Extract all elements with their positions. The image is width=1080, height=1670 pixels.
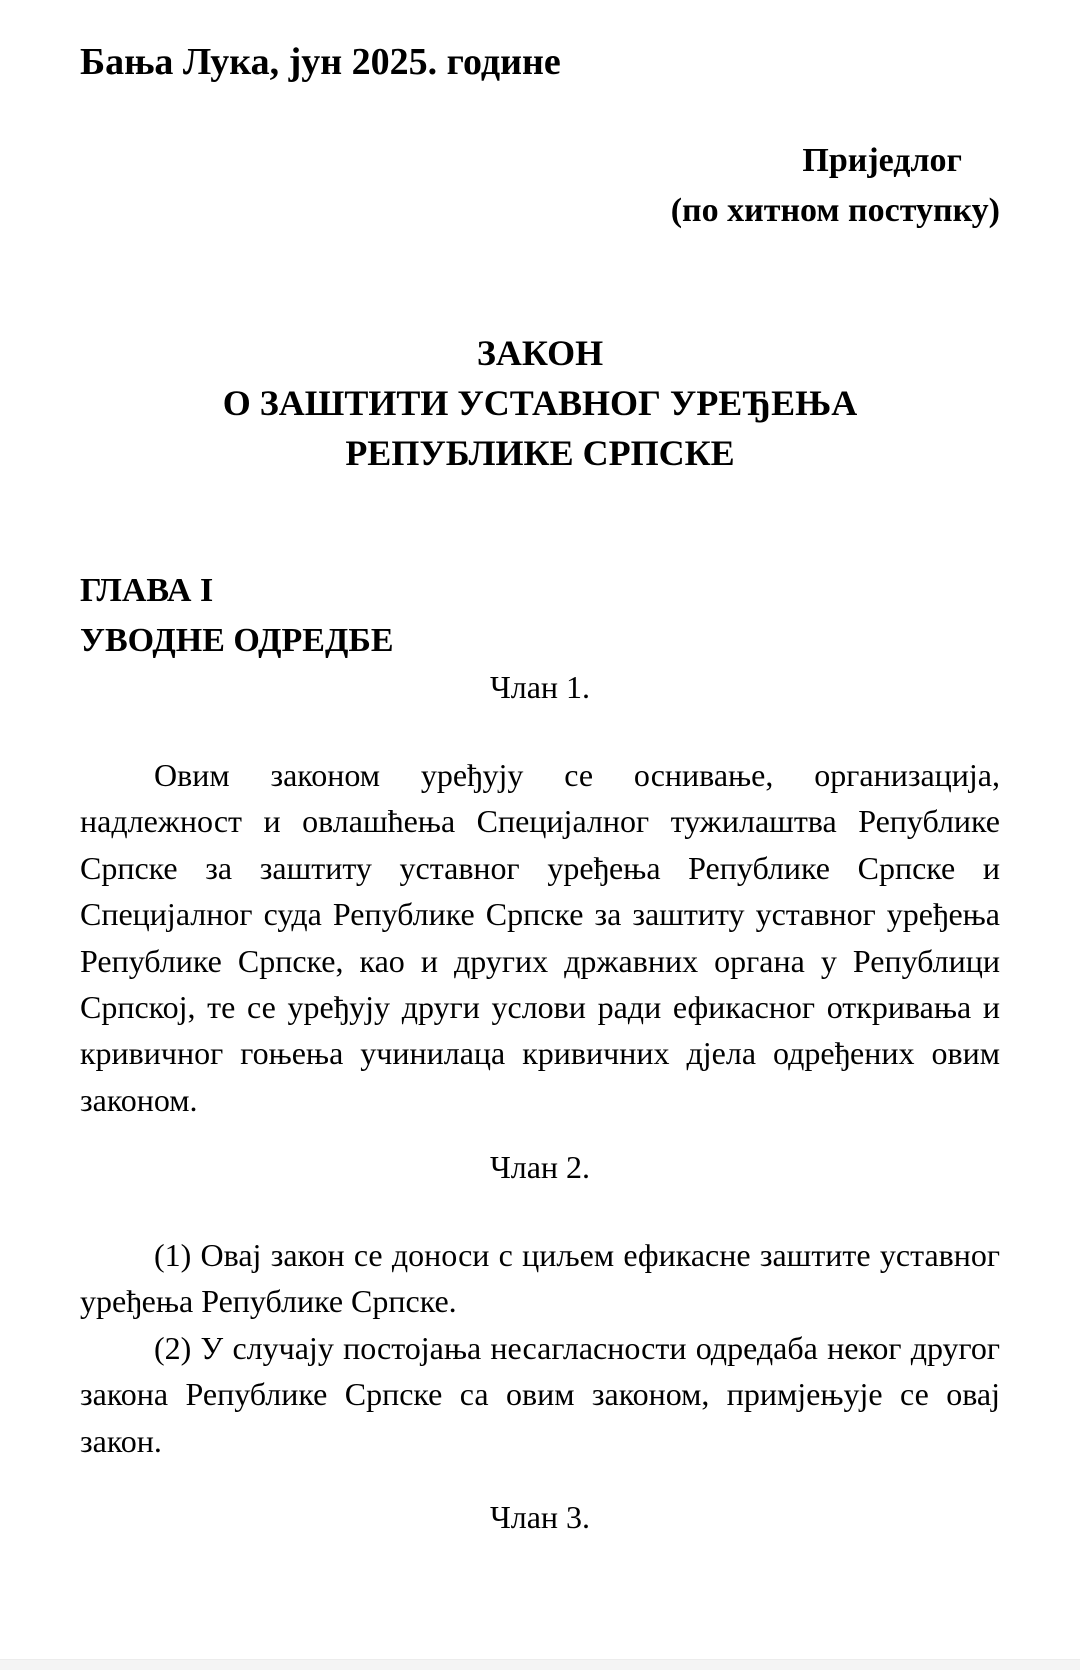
law-title-line-3: РЕПУБЛИКЕ СРПСКЕ [345,433,735,473]
viewer-bottom-edge [0,1659,1080,1670]
proposal-note [671,136,1000,236]
article-2-body [80,1232,1000,1464]
procedure-label: (по хитном поступку) [670,192,1000,229]
law-title-line-2: О ЗАШТИТИ УСТАВНОГ УРЕЂЕЊА [222,383,858,423]
chapter-name: УВОДНЕ ОДРЕДБЕ [80,622,394,659]
article-2-paragraph-2: (2) У случају постојања несагласности одредаба неког другог закона Републике Српске са овим законом, примјењује се овај закон. [80,1329,1000,1459]
article-3-heading: Члан 3. [489,1499,591,1535]
chapter-number: ГЛАВА I [80,572,214,609]
article-2-heading: Члан 2. [489,1149,591,1185]
law-title [80,328,1000,478]
proposal-label: Приједлог [802,142,962,179]
article-1-heading: Члан 1. [489,669,591,705]
place-date: Бања Лука, јун 2025. године [80,41,561,83]
article-1-body [80,752,1000,1123]
chapter-heading [80,566,394,666]
article-2-paragraph-1: (1) Овај закон се доноси с циљем ефикасне заштите уставног уређења Републике Српске. [80,1237,1000,1320]
law-title-line-1: ЗАКОН [476,333,604,373]
article-1-paragraph-1: Овим законом уређују се оснивање, организација, надлежност и овлашћења Специјалног тужилаштва Републике Српске за заштиту уставног уређења Републике Српске и Специјалног суда Републике Српске за заштиту уставног уређења Републике Српске, као и других државних органа у Републици Српској, те се уређују други услови ради ефикасног откривања и кривичног гоњења учинилаца кривичних дјела одређених овим законом. [80,757,1000,1118]
